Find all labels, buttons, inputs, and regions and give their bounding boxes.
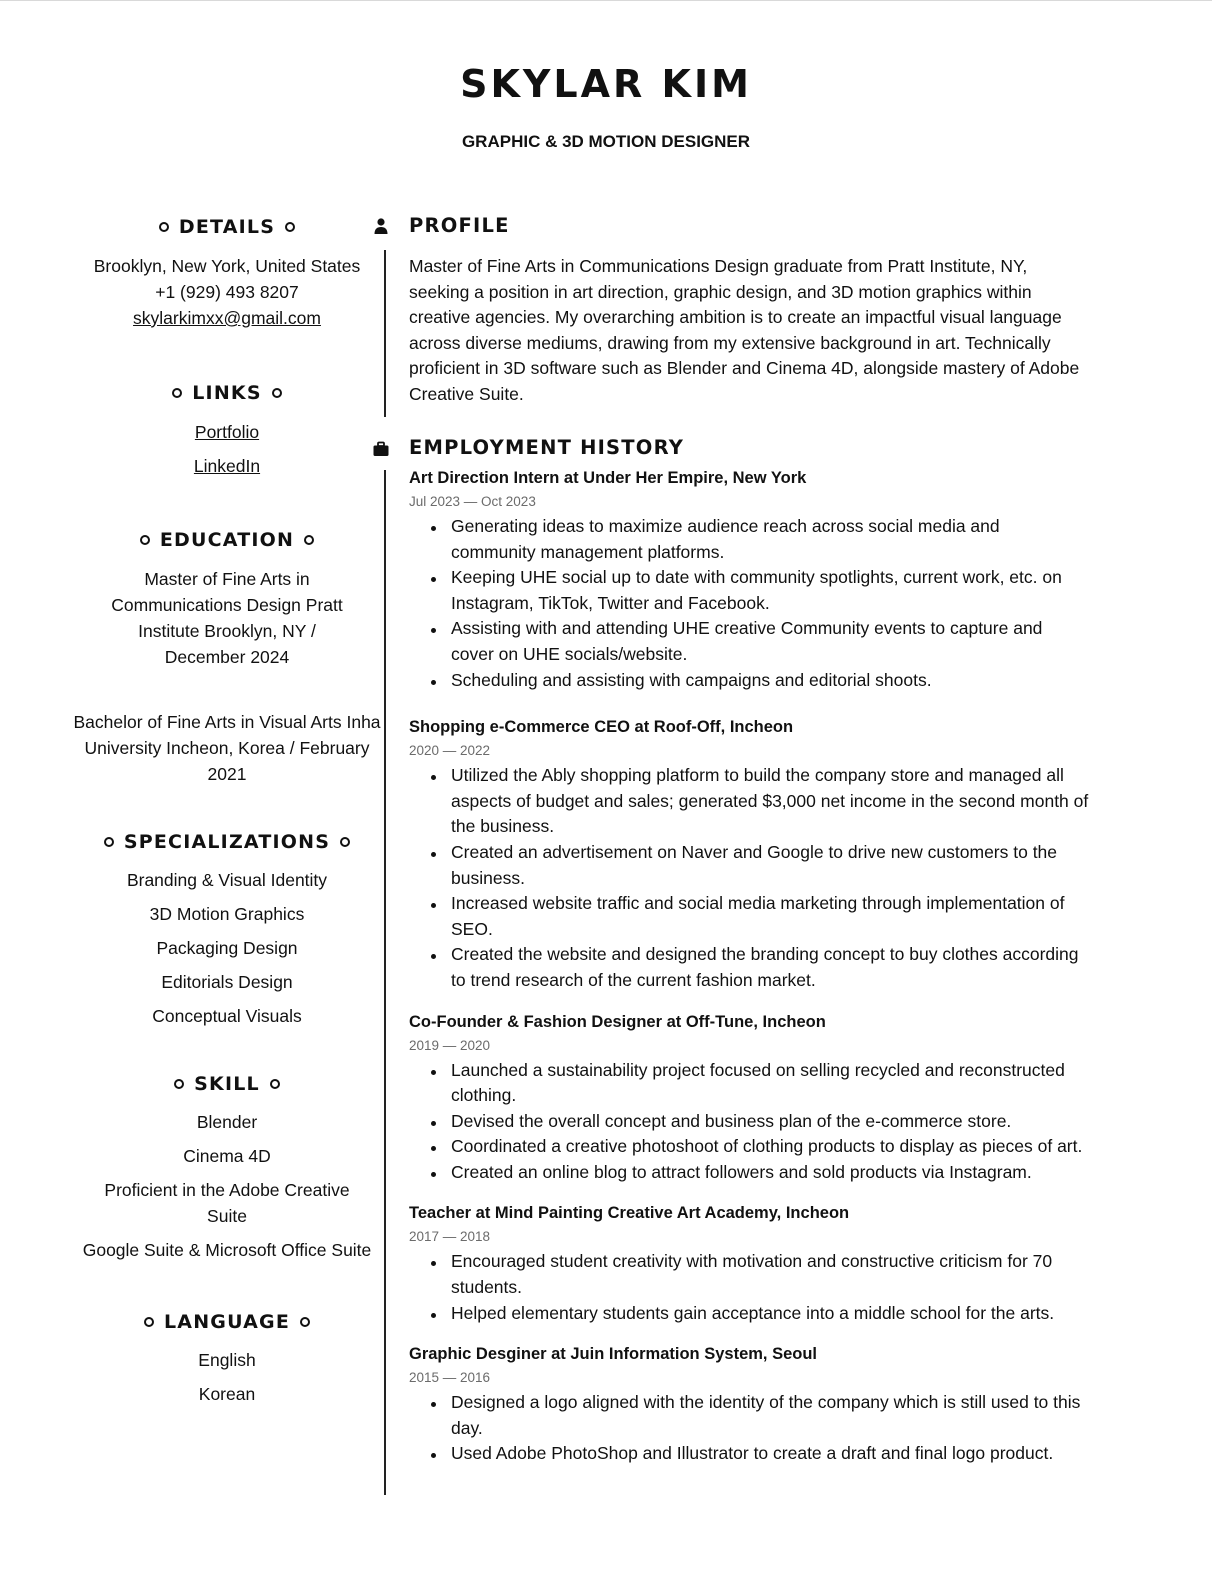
job-entry: [409, 1201, 1089, 1326]
list-item: Korean: [198, 1384, 256, 1404]
education-item: Bachelor of Fine Arts in Visual Arts Inha University Incheon, Korea / February 2021: [73, 712, 381, 784]
skill-list: [70, 1105, 384, 1267]
language-heading: [70, 1307, 384, 1337]
list-item: Coordinated a creative photoshoot of clothing products to display as pieces of art.: [451, 1134, 1089, 1160]
details-heading: [70, 212, 384, 242]
employment-heading: EMPLOYMENT HISTORY: [409, 436, 685, 459]
ring-icon: [304, 535, 314, 545]
list-item: Created the website and designed the branding concept to buy clothes according to trend research of the current fashion market.: [451, 942, 1089, 993]
links-heading-label: LINKS: [192, 382, 262, 404]
divider-line: [384, 250, 386, 417]
education-item: Master of Fine Arts in Communications Design Pratt Institute Brooklyn, NY / December 2024: [111, 569, 343, 667]
list-item: Blender: [196, 1112, 258, 1132]
profile-section: [409, 214, 1089, 408]
list-item: Launched a sustainability project focused on selling recycled and reconstructed clothing.: [451, 1058, 1089, 1109]
ring-icon: [300, 1317, 310, 1327]
list-item: Google Suite & Microsoft Office Suite: [82, 1240, 372, 1260]
divider-line: [384, 470, 386, 1495]
job-dates: 2015 — 2016: [409, 1370, 491, 1386]
list-item: Helped elementary students gain acceptance into a middle school for the arts.: [451, 1301, 1089, 1327]
job-dates: 2020 — 2022: [409, 743, 491, 759]
job-entry: [409, 715, 1089, 993]
specializations-heading: [70, 827, 384, 857]
ring-icon: [340, 837, 350, 847]
profile-text: Master of Fine Arts in Communications Design graduate from Pratt Institute, NY, seeking a position in art direction, graphic design, and 3D motion graphics within creative agencies. My overarching ambition is to create an impactful visual language across diverse mediums, drawing from my extensive background in art. Technically proficient in 3D software such as Blender and Cinema 4D, alongside mastery of Adobe Creative Suite.: [409, 256, 1080, 404]
links-heading: [70, 378, 384, 408]
briefcase-icon: [372, 440, 390, 458]
employment-section: [409, 436, 1089, 1467]
ring-icon: [172, 388, 182, 398]
list-item: Cinema 4D: [183, 1146, 271, 1166]
list-item: Scheduling and assisting with campaigns and editorial shoots.: [451, 668, 1089, 694]
details-heading-label: DETAILS: [178, 216, 276, 238]
job-entry: [409, 466, 1089, 693]
job-bullets: [409, 514, 1089, 693]
job-bullets: [409, 1058, 1089, 1186]
list-item: Created an advertisement on Naver and Google to drive new customers to the business.: [451, 840, 1089, 891]
list-item: Increased website traffic and social media marketing through implementation of SEO.: [451, 891, 1089, 942]
portfolio-link[interactable]: Portfolio: [194, 422, 260, 442]
top-border: [0, 0, 1212, 1]
job-entry: [409, 1010, 1089, 1186]
phone: +1 (929) 493 8207: [155, 282, 299, 302]
list-item: Designed a logo aligned with the identity of the company which is still used to this day.: [451, 1390, 1089, 1441]
skill-heading: [70, 1069, 384, 1099]
email-link[interactable]: skylarkimxx@gmail.com: [133, 308, 321, 328]
ring-icon: [270, 1079, 280, 1089]
job-bullets: [409, 763, 1089, 993]
skill-heading-label: SKILL: [194, 1073, 260, 1095]
ring-icon: [144, 1317, 154, 1327]
job-bullets: [409, 1249, 1089, 1326]
ring-icon: [159, 222, 169, 232]
list-item: Utilized the Ably shopping platform to build the company store and managed all aspects of budget and sales; generated $3,000 net income in the second month of the business.: [451, 763, 1089, 840]
list-item: Conceptual Visuals: [152, 1006, 302, 1026]
list-item: English: [198, 1350, 256, 1370]
left-column: [70, 212, 384, 1411]
list-item: Generating ideas to maximize audience reach across social media and community management platforms.: [451, 514, 1089, 565]
specializations-list: [70, 863, 384, 1033]
list-item: Assisting with and attending UHE creative Community events to capture and cover on UHE socials/website.: [451, 616, 1089, 667]
specializations-heading-label: SPECIALIZATIONS: [123, 831, 331, 853]
job-title: Shopping e-Commerce CEO at Roof-Off, Incheon: [409, 718, 794, 737]
ring-icon: [174, 1079, 184, 1089]
ring-icon: [272, 388, 282, 398]
job-entry: [409, 1342, 1089, 1467]
profile-heading: PROFILE: [409, 214, 510, 237]
resume-name: SKYLAR KIM: [460, 62, 752, 106]
list-item: Keeping UHE social up to date with community spotlights, current work, etc. on Instagram, TikTok, Twitter and Facebook.: [451, 565, 1089, 616]
list-item: 3D Motion Graphics: [149, 904, 305, 924]
job-title: Co-Founder & Fashion Designer at Off-Tune, Incheon: [409, 1012, 826, 1031]
job-title: Art Direction Intern at Under Her Empire, New York: [409, 469, 807, 487]
linkedin-link[interactable]: LinkedIn: [193, 456, 261, 476]
person-icon: [372, 217, 390, 235]
job-title: Graphic Desginer at Juin Information System, Seoul: [409, 1345, 818, 1364]
details-block: [70, 253, 384, 331]
links-list: [70, 415, 384, 483]
list-item: Devised the overall concept and business plan of the e-commerce store.: [451, 1109, 1089, 1135]
ring-icon: [140, 535, 150, 545]
list-item: Branding & Visual Identity: [126, 870, 328, 890]
job-dates: 2017 — 2018: [409, 1229, 491, 1245]
education-heading-label: EDUCATION: [159, 529, 295, 551]
list-item: Proficient in the Adobe Creative Suite: [104, 1180, 350, 1226]
address: Brooklyn, New York, United States: [93, 256, 361, 276]
job-title: Teacher at Mind Painting Creative Art Academy, Incheon: [409, 1204, 850, 1223]
list-item: Editorials Design: [161, 972, 293, 992]
language-heading-label: LANGUAGE: [163, 1311, 291, 1333]
list-item: Used Adobe PhotoShop and Illustrator to create a draft and final logo product.: [451, 1441, 1089, 1467]
job-bullets: [409, 1390, 1089, 1467]
list-item: Packaging Design: [156, 938, 298, 958]
education-heading: [70, 525, 384, 555]
job-dates: Jul 2023 — Oct 2023: [409, 494, 536, 509]
list-item: Encouraged student creativity with motivation and constructive criticism for 70 students.: [451, 1249, 1089, 1300]
list-item: Created an online blog to attract followers and sold products via Instagram.: [451, 1160, 1089, 1186]
job-dates: 2019 — 2020: [409, 1037, 491, 1053]
ring-icon: [285, 222, 295, 232]
resume-title: GRAPHIC & 3D MOTION DESIGNER: [461, 132, 751, 151]
ring-icon: [104, 837, 114, 847]
language-list: [70, 1343, 384, 1411]
